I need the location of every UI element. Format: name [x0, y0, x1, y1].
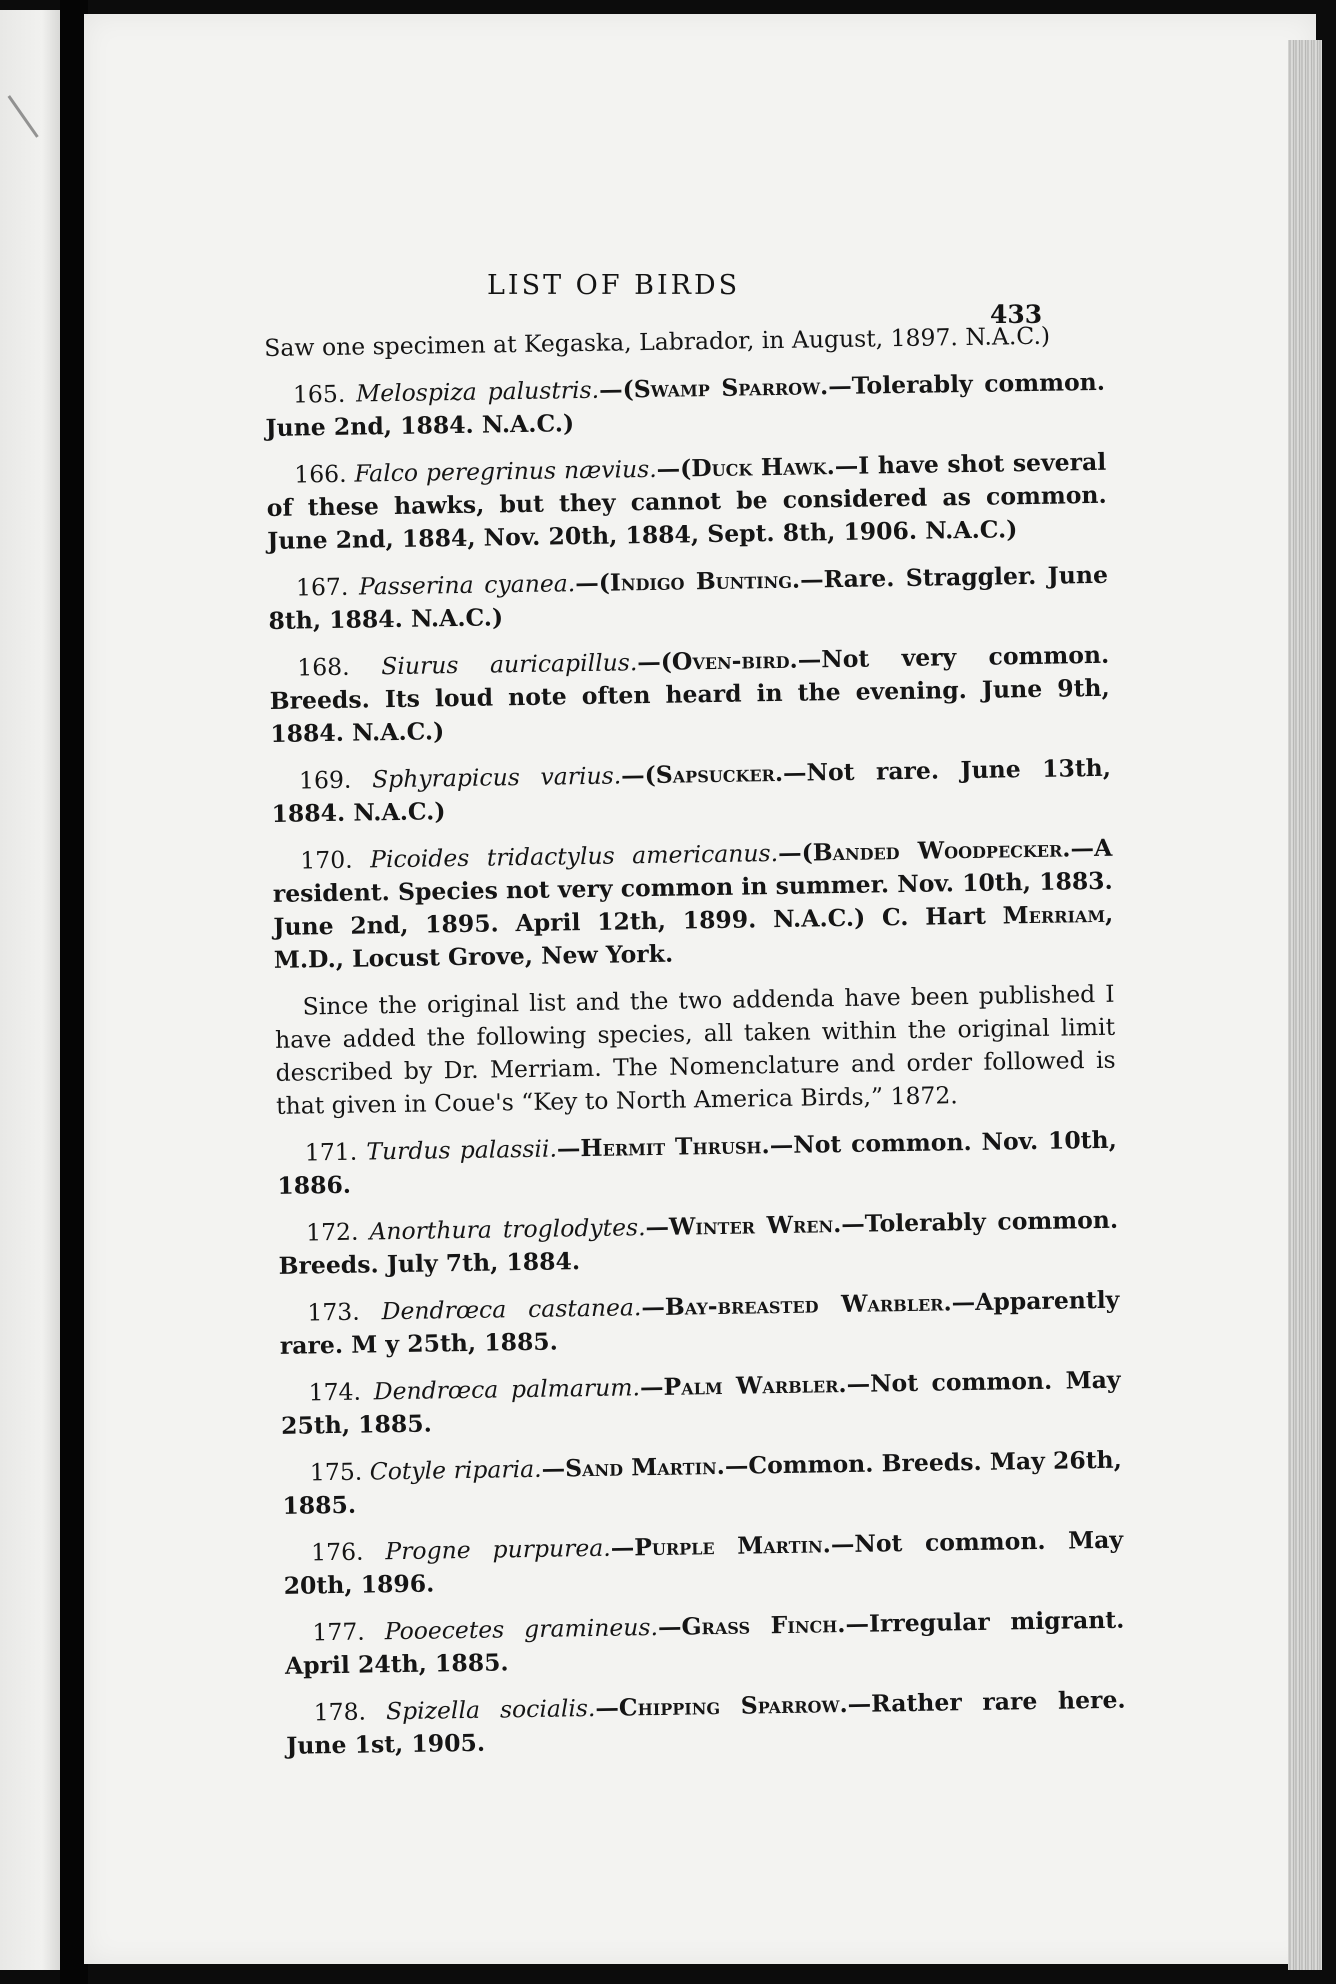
- entry-168: 168. Siurus auricapillus.—(Oven-bird.—Not very common. Breeds. Its loud note often heard in the evening. June 9th, 1884. N.A.C.): [269, 640, 1110, 748]
- entry-166: 166. Falco peregrinus nævius.—(Duck Hawk.—I have shot several of these hawks, but they cannot be considered as common. June 2nd, 1884, Nov. 20th, 1884, Sept. 8th, 1906. N.A.C.): [266, 447, 1107, 555]
- entry-178: 178. Spizella socialis.—Chipping Sparrow.—Rather rare here. June 1st, 1905.: [285, 1685, 1126, 1760]
- entry-177: 177. Pooecetes gramineus.—Grass Finch.—Irregular migrant. April 24th, 1885.: [284, 1605, 1125, 1680]
- entry-175: 175. Cotyle riparia.—Sand Martin.—Common. Breeds. May 26th, 1885.: [282, 1445, 1123, 1520]
- opening-paragraph: Saw one specimen at Kegaska, Labrador, in August, 1897. N.A.C.): [264, 321, 1051, 362]
- page-body: [264, 319, 1127, 1777]
- entry-169: 169. Sphyrapicus varius.—(Sapsucker.—Not rare. June 13th, 1884. N.A.C.): [271, 753, 1112, 828]
- page-stack-edge: [1288, 40, 1322, 1970]
- entry-174: 174. Dendrœca palmarum.—Palm Warbler.—Not common. May 25th, 1885.: [280, 1365, 1121, 1440]
- intro-paragraph: Since the original list and the two addenda have been published I have added the following species, all taken within the original limit described by Dr. Merriam. The Nomenclature and order followed is that given in Coue's “Key to North America Birds,” 1872.: [274, 979, 1116, 1120]
- entry-165: 165. Melospiza palustris.—(Swamp Sparrow.—Tolerably common. June 2nd, 1884. N.A.C.): [265, 367, 1106, 442]
- facing-page-edge: [0, 10, 60, 1970]
- entry-170: 170. Picoides tridactylus americanus.—(Banded Woodpecker.—A resident. Species not very common in summer. Nov. 10th, 1883. June 2nd, 1895. April 12th, 1899. N.A.C.) C. Hart Merriam, M.D., Locust Grove, New York.: [272, 833, 1114, 974]
- entry-173: 173. Dendrœca castanea.—Bay-breasted Warbler.—Apparently rare. M y 25th, 1885.: [279, 1285, 1120, 1360]
- entry-172: 172. Anorthura troglodytes.—Winter Wren.—Tolerably common. Breeds. July 7th, 1884.: [278, 1205, 1119, 1280]
- entry-176: 176. Progne purpurea.—Purple Martin.—Not common. May 20th, 1896.: [283, 1525, 1124, 1600]
- book-page: [84, 14, 1316, 1964]
- running-title: LIST OF BIRDS: [487, 270, 741, 301]
- entry-167: 167. Passerina cyanea.—(Indigo Bunting.—Rare. Straggler. June 8th, 1884. N.A.C.): [268, 560, 1109, 635]
- entry-171: 171. Turdus palassii.—Hermit Thrush.—Not common. Nov. 10th, 1886.: [277, 1125, 1118, 1200]
- page-number: 433: [990, 300, 1043, 329]
